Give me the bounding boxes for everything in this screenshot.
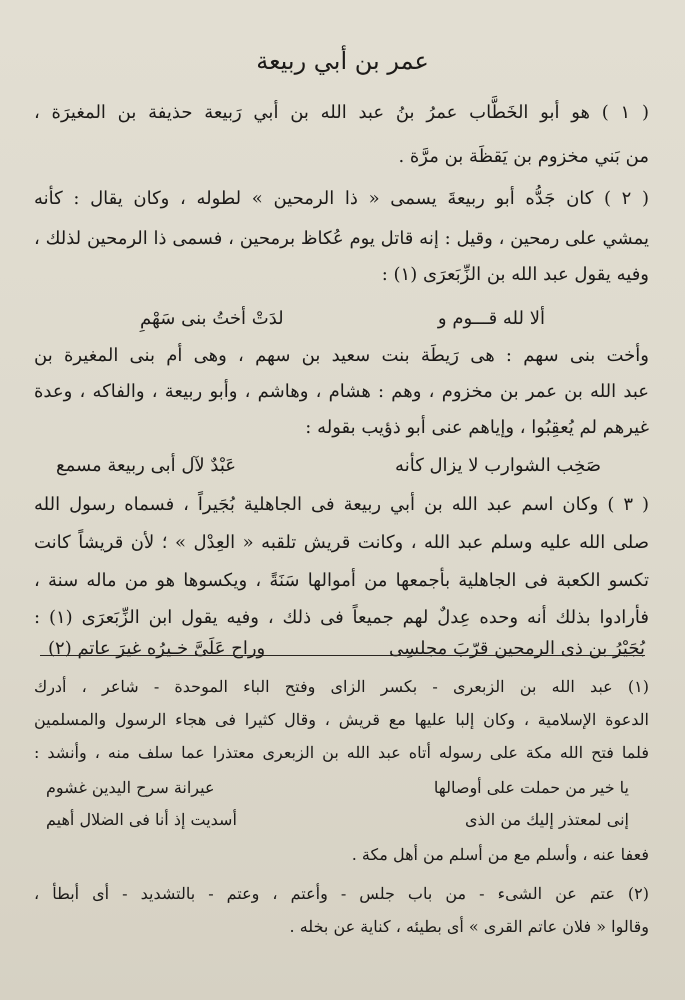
verse-first-hemistich: إنى لمعتذر إليك من الذى [465, 810, 629, 829]
text-line: ( ٢ ) كان جَدُّه أبو ربيعةَ يسمى « ذا الرمحين » لطوله ، وكان يقال : كأنه [34, 188, 649, 209]
verse-first-hemistich: صَخِب الشوارب لا يزال كأنه [395, 455, 601, 476]
verse-first-hemistich: ألا لله قـــوم و [437, 308, 545, 329]
footnote-line: فعفا عنه ، وأسلم مع من أسلم من أهل مكة . [351, 845, 649, 864]
verse-second-hemistich: عَبْدٌ لآل أبى ربيعة مسمع [56, 455, 237, 476]
footnote-line: (٢) عتم عن الشىء - من باب جلس - وأعتم ، وعتم - بالتشديد - أى أبطأ ، [34, 884, 649, 903]
footnote-line: (١) عبد الله بن الزبعرى - بكسر الزاى وفتح الباء الموحدة - شاعر ، أدرك [34, 677, 649, 696]
verse-first-hemistich: يا خير من حملت على أوصالها [433, 778, 629, 797]
verse-second-hemistich: عيرانة سرح اليدين غشوم [46, 778, 215, 797]
footnote-line: فلما فتح الله مكة على رسوله أتاه عبد الله بن الزبعرى معتذرا عما سلف منه ، وأنشد : [34, 743, 649, 762]
text-line: يمشي على رمحين ، وقيل : إنه قاتل يوم عُكاظ برمحين ، فسمى ذا الرمحين لذلك ، [34, 228, 649, 249]
footnote-line: وقالوا « فلان عاتم القرى » أى بطيئه ، كناية عن بخله . [289, 917, 649, 936]
poem-verse [56, 453, 601, 479]
text-line: غيرهم لم يُعقِبُوا ، وإياهم عنى أبو ذؤيب بقوله : [305, 417, 649, 438]
verse-second-hemistich: أسديت إذ أنا فى الضلال أهيم [46, 810, 237, 829]
poem-verse [140, 306, 545, 332]
footnote-line: الدعوة الإسلامية ، وكان إلبا عليها مع قريش ، وقال كثيرا فى هجاء الرسول والمسلمين [34, 710, 649, 729]
text-line: من بَني مخزوم بن يَقظَة بن مرَّة . [398, 146, 649, 167]
footnote-verse [46, 808, 629, 832]
text-line: عبد الله بن عمر بن مخزوم ، وهم : هشام ، وهاشم ، وأبو ربيعة ، والفاكه ، وعدة [34, 381, 649, 402]
page-title: عمر بن أبي ربيعة [256, 47, 429, 75]
text-line: تكسو الكعبة فى الجاهلية بأجمعها من أموالها سَنَةً ، ويكسوها هو من ماله سنة ، [34, 570, 649, 591]
footnote-separator [40, 655, 645, 656]
text-line: وفيه يقول عبد الله بن الزِّبَعرَى (١) : [381, 264, 649, 285]
text-line: فأرادوا بذلك أنه وحده عِدلٌ لهم جميعاً فى ذلك ، وفيه يقول ابن الزِّبَعرَى (١) : [34, 607, 649, 628]
verse-second-hemistich: لدَتْ أختُ بنى سَهْمِ [140, 308, 284, 329]
text-line: ( ٣ ) وكان اسم عبد الله بن أبي ربيعة فى الجاهلية بُجَيراً ، فسماه رسول الله [34, 494, 649, 515]
footnote-verse [46, 776, 629, 800]
poem-verse [48, 636, 645, 662]
text-line: صلى الله عليه وسلم عبد الله ، وكانت قريش تلقبه « العِدْل » ؛ لأن قريشاً كانت [34, 532, 649, 553]
verse-second-hemistich: وراح عَلَىَّ خـيرُه غيرَ عاتم (٢) [48, 638, 266, 659]
text-line: وأخت بنى سهم : هى رَيطَة بنت سعيد بن سهم ، وهى أم بنى المغيرة بن [34, 345, 649, 366]
text-line: ( ١ ) هو أبو الخَطَّاب عمرُ بنُ عبد الله بن أبي رَبيعة حذيفة بن المغيرَة ، [34, 102, 649, 123]
verse-first-hemistich: بُجَيْرُ بن ذى الرمحين قرّبَ مجلسِى [389, 638, 645, 659]
